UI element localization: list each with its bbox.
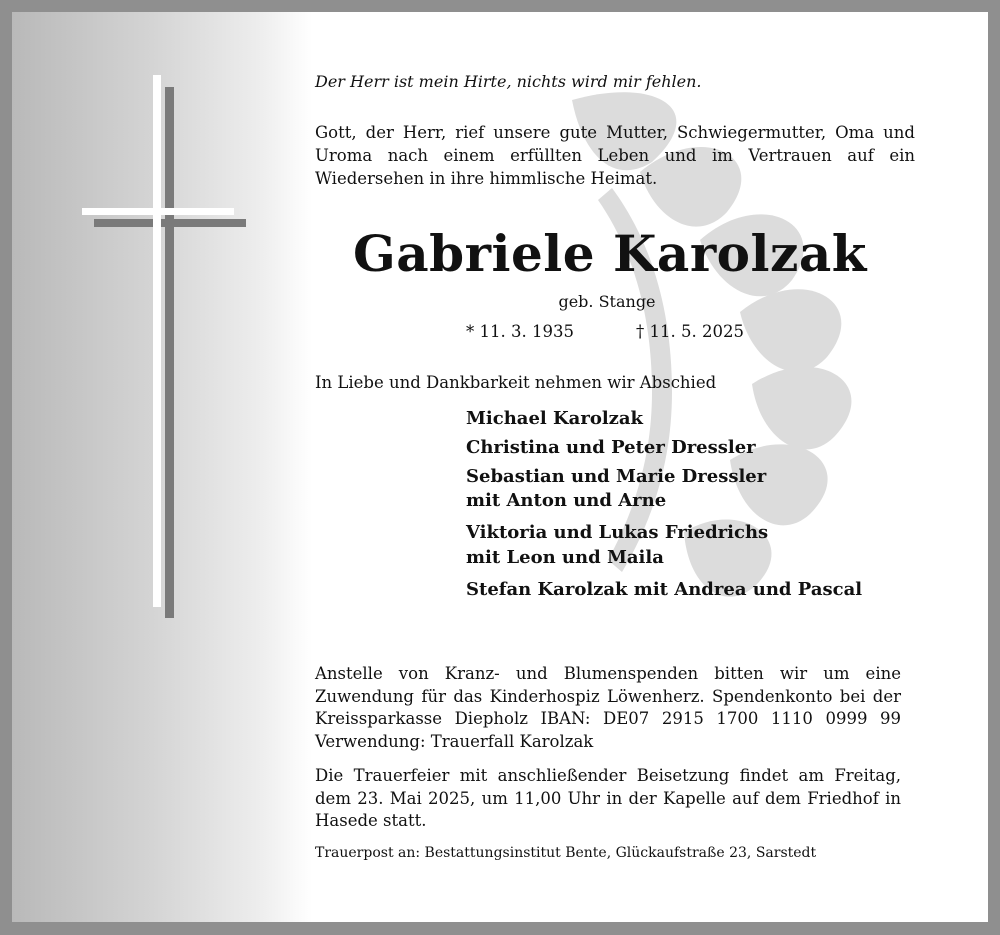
mourner-line: Michael Karolzak (466, 408, 644, 429)
motto: Der Herr ist mein Hirte, nichts wird mir fehlen. (315, 72, 702, 91)
mourner-line: mit Leon und Maila (466, 546, 664, 568)
mourners-list (466, 405, 862, 605)
obituary-card (12, 12, 988, 922)
farewell-text: In Liebe und Dankbarkeit nehmen wir Abschied (315, 373, 717, 392)
mourner-line: mit Anton und Arne (466, 490, 667, 512)
deceased-name: Gabriele Karolzak (353, 224, 867, 283)
maiden-name: geb. Stange (558, 292, 656, 311)
birth-date: * 11. 3. 1935 (466, 322, 574, 341)
death-date: † 11. 5. 2025 (636, 322, 744, 341)
cross-icon (12, 12, 272, 632)
postal-address: Trauerpost an: Bestattungsinstitut Bente, Glückaufstraße 23, Sarstedt (315, 845, 817, 861)
mourner-line: Viktoria und Lukas Friedrichs (466, 522, 769, 544)
mourner-line: Stefan Karolzak mit Andrea und Pascal (466, 578, 863, 600)
service-text: Die Trauerfeier mit anschließender Beisetzung findet am Freitag, dem 23. Mai 2025, um 11,00 Uhr in der Kapelle auf dem Friedhof in Hasede statt. (315, 766, 901, 830)
mourner-line: Christina und Peter Dressler (466, 436, 756, 458)
intro-text: Gott, der Herr, rief unsere gute Mutter, Schwiegermutter, Oma und Uroma nach einem erfüllten Leben und im Vertrauen auf ein Wiedersehen in ihre himmlische Heimat. (315, 123, 915, 188)
donation-text: Anstelle von Kranz- und Blumenspenden bitten wir um eine Zuwendung für das Kinderhospiz Löwenherz. Spendenkonto bei der Kreissparkasse Diepholz IBAN: DE07 2915 1700 1110 0999 99 Verwendung: Trauerfall Karolzak (315, 664, 901, 751)
mourner-line: Sebastian und Marie Dressler (466, 465, 767, 487)
